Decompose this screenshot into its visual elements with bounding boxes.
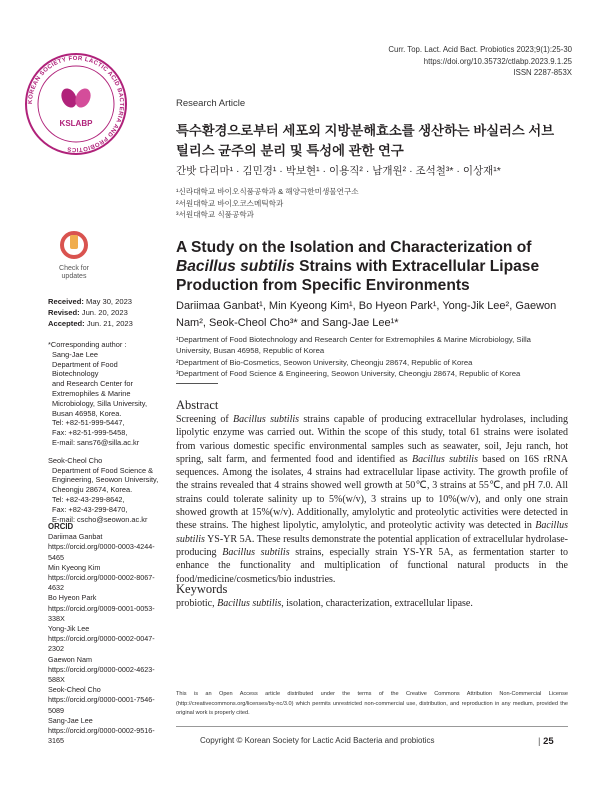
- corresponding-line: Sang-Jae Lee: [52, 349, 99, 359]
- keywords-heading: Keywords: [176, 582, 228, 596]
- abstract-heading: Abstract: [176, 398, 219, 412]
- footer-divider: [176, 726, 568, 727]
- corresponding-line: *Corresponding author :: [48, 340, 127, 349]
- corresponding-line: Fax: +82-43-299-8470,: [52, 504, 128, 514]
- corresponding-line: Department of Food Science &: [52, 465, 154, 475]
- orcid-line: Seok-Cheol Cho: [48, 685, 101, 695]
- corresponding-line: Extremophiles & Marine: [52, 388, 131, 398]
- korean-aff-1: ¹신라대학교 바이오식품공학과 & 해양극한미생물연구소: [176, 187, 359, 196]
- title-species: Bacillus subtilis: [176, 258, 295, 275]
- accepted-value: Jun. 21, 2023: [86, 319, 133, 329]
- check-updates-icon: [48, 230, 100, 260]
- orcid-line[interactable]: https://orcid.org/0000-0002-4623-588X: [48, 664, 155, 685]
- corresponding-line[interactable]: E-mail: cscho@seowon.ac.kr: [52, 514, 148, 524]
- orcid-line[interactable]: https://orcid.org/0000-0002-8067-4632: [48, 573, 155, 593]
- orcid-title: ORCID: [48, 522, 74, 531]
- check-updates-label: Check for updates: [59, 265, 89, 280]
- orcid-line: Gaewon Nam: [48, 654, 92, 664]
- orcid-line[interactable]: https://orcid.org/0000-0002-9516-3165: [48, 726, 155, 746]
- corresponding-line: Engineering, Seowon University,: [52, 475, 159, 485]
- corresponding-author-1: [48, 340, 160, 448]
- doi-link[interactable]: https://doi.org/10.35732/ctlabp.2023.9.1.25: [423, 56, 572, 66]
- divider: [176, 383, 218, 384]
- corresponding-line: Fax: +82-51-999-5458,: [52, 428, 128, 438]
- svg-text:KSLABP: KSLABP: [59, 119, 93, 128]
- abstract-text: Screening of Bacillus subtilis strains capable of producing extracellular hydrolases, including lipolytic enzyme was carried out. Within the scope of this study, total 61 strains were isolated from various domestic specific environmental samples such as seawater, soil, Jeju ranch, hot spring, salt farm, and fermented food and identified as Bacillus subtilis based on 16S rRNA sequences. Among the isolates, 4 strains had extracellular lipase activity. The growth profile of the strains revealed that 4 strains showed well growth at 50℃, 3 strains at 55℃, and pH 7.0. All strains could tolerate salinity up to 5%(w/v), 3 strains up to 10%(w/v), and only one strain showed growth at 15%(w/v). Additionally, amylolytic and proteolytic activities were detected in these strains. The highest lipolytic, amylolytic, and proteolytic activity was detected in Bacillus subtilis YS-YR 5A. These results demonstrate the potential application of extracellular hydrolase-producing Bacillus subtilis strains, especially strain YS-YR 5A, as fermentation starter to enhance the functionality and multiplication of functional natural products in the food/medicine/cosmetics/bio industries.: [176, 414, 569, 585]
- article-dates: [48, 296, 133, 330]
- corresponding-author-2: [48, 456, 160, 525]
- orcid-line: Dariimaa Ganbat: [48, 532, 103, 542]
- svg-text:KOREAN SOCIETY FOR LACTIC ACID: KOREAN SOCIETY FOR LACTIC ACID BACTERIA AND PROBIOTICS: [27, 55, 125, 153]
- english-aff-3: ³Department of Food Science & Engineering, Seowon University, Cheongju 28674, Republic of Korea: [176, 368, 521, 378]
- english-authors: Dariimaa Ganbat¹, Min Kyeong Kim¹, Bo Hyeon Park¹, Yong-Jik Lee², Gaewon Nam², Seok-Cheol Cho³* and Sang-Jae Lee¹*: [176, 300, 557, 329]
- english-aff-2: ²Department of Bio-Cosmetics, Seowon University, Cheongju 28674, Republic of Korea: [176, 357, 473, 367]
- corresponding-line: Seok-Cheol Cho: [48, 455, 103, 465]
- corresponding-line: Department of Food Biotechnology: [52, 359, 118, 379]
- article-type: Research Article: [176, 98, 246, 109]
- korean-title: 특수환경으로부터 세포외 지방분해효소를 생산하는 바실러스 서브틸리스 균주의 분리 및 특성에 관한 연구: [176, 123, 555, 158]
- copyright: Copyright © Korean Society for Lactic Acid Bacteria and probiotics: [200, 736, 435, 745]
- korean-authors: 간밧 다리마¹ · 김민경¹ · 박보현¹ · 이용직² · 남개원² · 조석철³* · 이상재¹*: [176, 165, 501, 177]
- issn: ISSN 2287-853X: [513, 68, 572, 77]
- korean-aff-2: ²서원대학교 바이오코스메틱학과: [176, 198, 284, 208]
- corresponding-line: Busan 46958, Korea.: [52, 408, 122, 418]
- orcid-line: Min Kyeong Kim: [48, 562, 101, 572]
- orcid-line[interactable]: https://orcid.org/0000-0002-0047-2302: [48, 634, 155, 654]
- received-label: Received:: [48, 297, 84, 306]
- orcid-line: Sang-Jae Lee: [48, 715, 93, 725]
- orcid-list: [48, 522, 168, 746]
- korean-aff-3: ³서원대학교 식품공학과: [176, 210, 254, 219]
- journal-meta: [388, 44, 572, 79]
- corresponding-line: Cheongju 28674, Korea.: [52, 485, 133, 495]
- english-title: [176, 238, 566, 295]
- orcid-line: Yong-Jik Lee: [48, 624, 90, 634]
- revised-label: Revised:: [48, 308, 80, 318]
- journal-logo: [22, 50, 130, 158]
- title-text-2: Strains with Extracellular Lipase Production from Specific Environments: [176, 258, 540, 294]
- orcid-line: Bo Hyeon Park: [48, 593, 97, 603]
- check-for-updates-badge[interactable]: [48, 230, 100, 278]
- open-access-notice: This is an Open Access article distributed under the terms of the Creative Commons Attribution Non-Commercial License (http://creativecommons.org/licenses/by-nc/3.0) which permits unrestricted non-commercial use, distribution, and reproduction in any medium, provided the original work is properly cited.: [176, 691, 568, 716]
- accepted-date: [48, 318, 133, 329]
- accepted-label: Accepted:: [48, 319, 85, 329]
- orcid-line[interactable]: https://orcid.org/0000-0001-7546-5089: [48, 695, 155, 715]
- corresponding-line: Microbiology, Silla University,: [52, 398, 148, 408]
- revised-date: [48, 307, 133, 318]
- received-value: May 30, 2023: [86, 297, 133, 306]
- corresponding-line: and Research Center for: [52, 379, 133, 389]
- corresponding-line: Tel: +82-51-999-5447,: [52, 418, 125, 428]
- corresponding-line: Tel: +82-43-299-8642,: [52, 494, 125, 504]
- orcid-line[interactable]: https://orcid.org/0009-0001-0053-338X: [48, 603, 155, 623]
- title-text: A Study on the Isolation and Characterization of: [176, 239, 532, 256]
- corresponding-line[interactable]: E-mail: sans76@silla.ac.kr: [52, 437, 140, 447]
- page-number: | 25: [538, 736, 554, 747]
- english-aff-1: ¹Department of Food Biotechnology and Research Center for Extremophiles & Marine Microbiology, Silla University, Busan 46958, Republic of Korea: [176, 335, 531, 356]
- keywords-text: probiotic, Bacillus subtilis, isolation, characterization, extracellular lipase.: [176, 598, 473, 609]
- orcid-items: [48, 532, 168, 746]
- received-date: [48, 296, 133, 307]
- korean-affiliations: [176, 186, 359, 221]
- corresponding-authors: [48, 340, 160, 524]
- orcid-line[interactable]: https://orcid.org/0000-0003-4244-5465: [48, 542, 155, 562]
- citation: Curr. Top. Lact. Acid Bact. Probiotics 2023;9(1):25-30: [388, 45, 572, 54]
- english-affiliations: [176, 334, 568, 379]
- revised-value: Jun. 20, 2023: [81, 308, 128, 318]
